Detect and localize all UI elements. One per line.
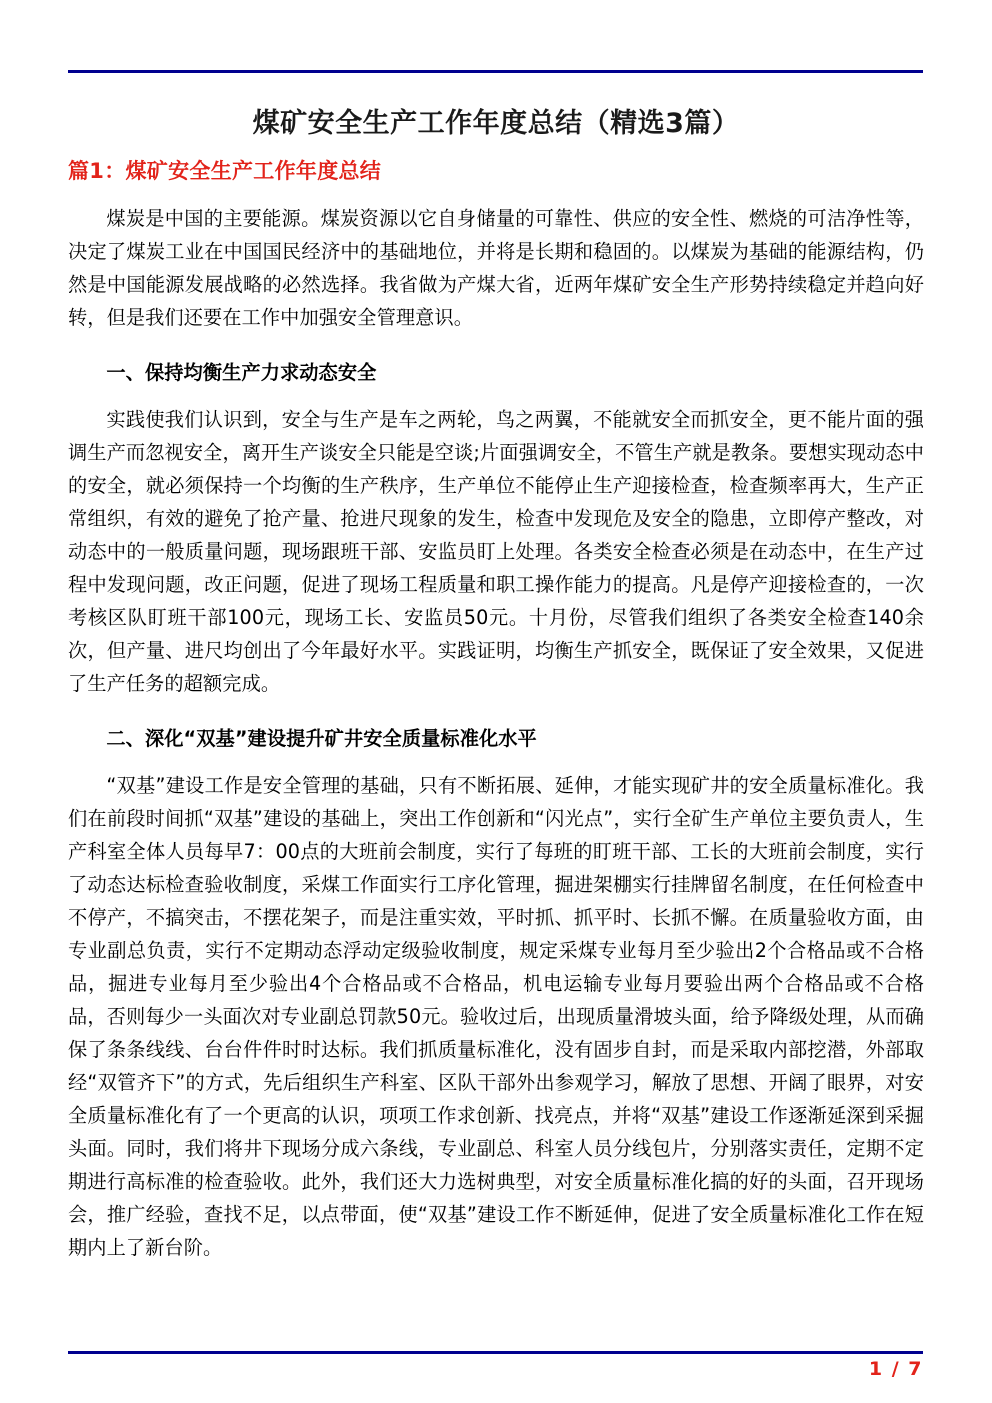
subsection-body-two: “双基”建设工作是安全管理的基础，只有不断拓展、延伸，才能实现矿井的安全质量标准化。我们在前段时间抓“双基”建设的基础上，突出工作创新和“闪光点”，实行全矿生产单位主要负责人，生产科室全体人员每早7：00点的大班前会制度，实行了每班的盯班干部、工长的大班前会制度，实行了动态达标检查验收制度，采煤工作面实行工序化管理，掘进架棚实行挂牌留名制度，在任何检查中不停产，不搞突击，不摆花架子，而是注重实效，平时抓、抓平时、长抓不懈。在质量验收方面，由专业副总负责，实行不定期动态浮动定级验收制度，规定采煤专业每月至少验出2个合格品或不合格品，掘进专业每月至少验出4个合格品或不合格品，机电运输专业每月要验出两个合格品或不合格品，否则每少一头面次对专业副总罚款50元。验收过后，出现质量滑坡头面，给予降级处理，从而确保了条条线线、台台件件时时达标。我们抓质量标准化，没有固步自封，而是采取内部挖潜，外部取经“双管齐下”的方式，先后组织生产科室、区队干部外出参观学习，解放了思想、开阔了眼界，对安全质量标准化有了一个更高的认识，项项工作求创新、找亮点，并将“双基”建设工作逐渐延深到采掘头面。同时，我们将井下现场分成六条线，专业副总、科室人员分线包片，分别落实责任，定期不定期进行高标准的检查验收。此外，我们还大力选树典型，对安全质量标准化搞的好的头面，召开现场会，推广经验，查找不足，以点带面，使“双基”建设工作不断延伸，促进了安全质量标准化工作在短期内上了新台阶。 [68, 774, 924, 1260]
page-number-label: 1 / 7 [868, 1358, 923, 1380]
intro-paragraph: 煤炭是中国的主要能源。煤炭资源以它自身储量的可靠性、供应的安全性、燃烧的可洁净性等，决定了煤炭工业在中国国民经济中的基础地位，并将是长期和稳固的。以煤炭为基础的能源结构，仍然是中国能源发展战略的必然选择。我省做为产煤大省，近两年煤矿安全生产形势持续稳定并趋向好转，但是我们还要在工作中加强安全管理意识。 [68, 206, 924, 329]
article-heading: 篇1：煤矿安全生产工作年度总结 [68, 159, 382, 184]
document-content [68, 106, 924, 1278]
subsection-body-one: 实践使我们认识到，安全与生产是车之两轮，鸟之两翼，不能就安全而抓安全，更不能片面的强调生产而忽视安全，离开生产谈安全只能是空谈;片面强调安全，不管生产就是教条。要想实现动态中的安全，就必须保持一个均衡的生产秩序，生产单位不能停止生产迎接检查，检查频率再大，生产正常组织，有效的避免了抢产量、抢进尺现象的发生，检查中发现危及安全的隐患，立即停产整改，对动态中的一般质量问题，现场跟班干部、安监员盯上处理。各类安全检查必须是在动态中，在生产过程中发现问题，改正问题，促进了现场工程质量和职工操作能力的提高。凡是停产迎接检查的，一次考核区队盯班干部100元，现场工长、安监员50元。十月份，尽管我们组织了各类安全检查140余次，但产量、进尺均创出了今年最好水平。实践证明，均衡生产抓安全，既保证了安全效果，又促进了生产任务的超额完成。 [68, 408, 924, 696]
paragraph-spacer [68, 348, 924, 356]
subsection-heading-two: 二、深化“双基”建设提升矿井安全质量标准化水平 [106, 727, 537, 751]
subsection-heading-one: 一、保持均衡生产力求动态安全 [106, 361, 377, 384]
header-divider-rule [68, 70, 923, 73]
page-title: 煤矿安全生产工作年度总结（精选3篇） [252, 108, 740, 139]
footer-divider-rule [68, 1351, 923, 1354]
paragraph-spacer [68, 714, 924, 722]
